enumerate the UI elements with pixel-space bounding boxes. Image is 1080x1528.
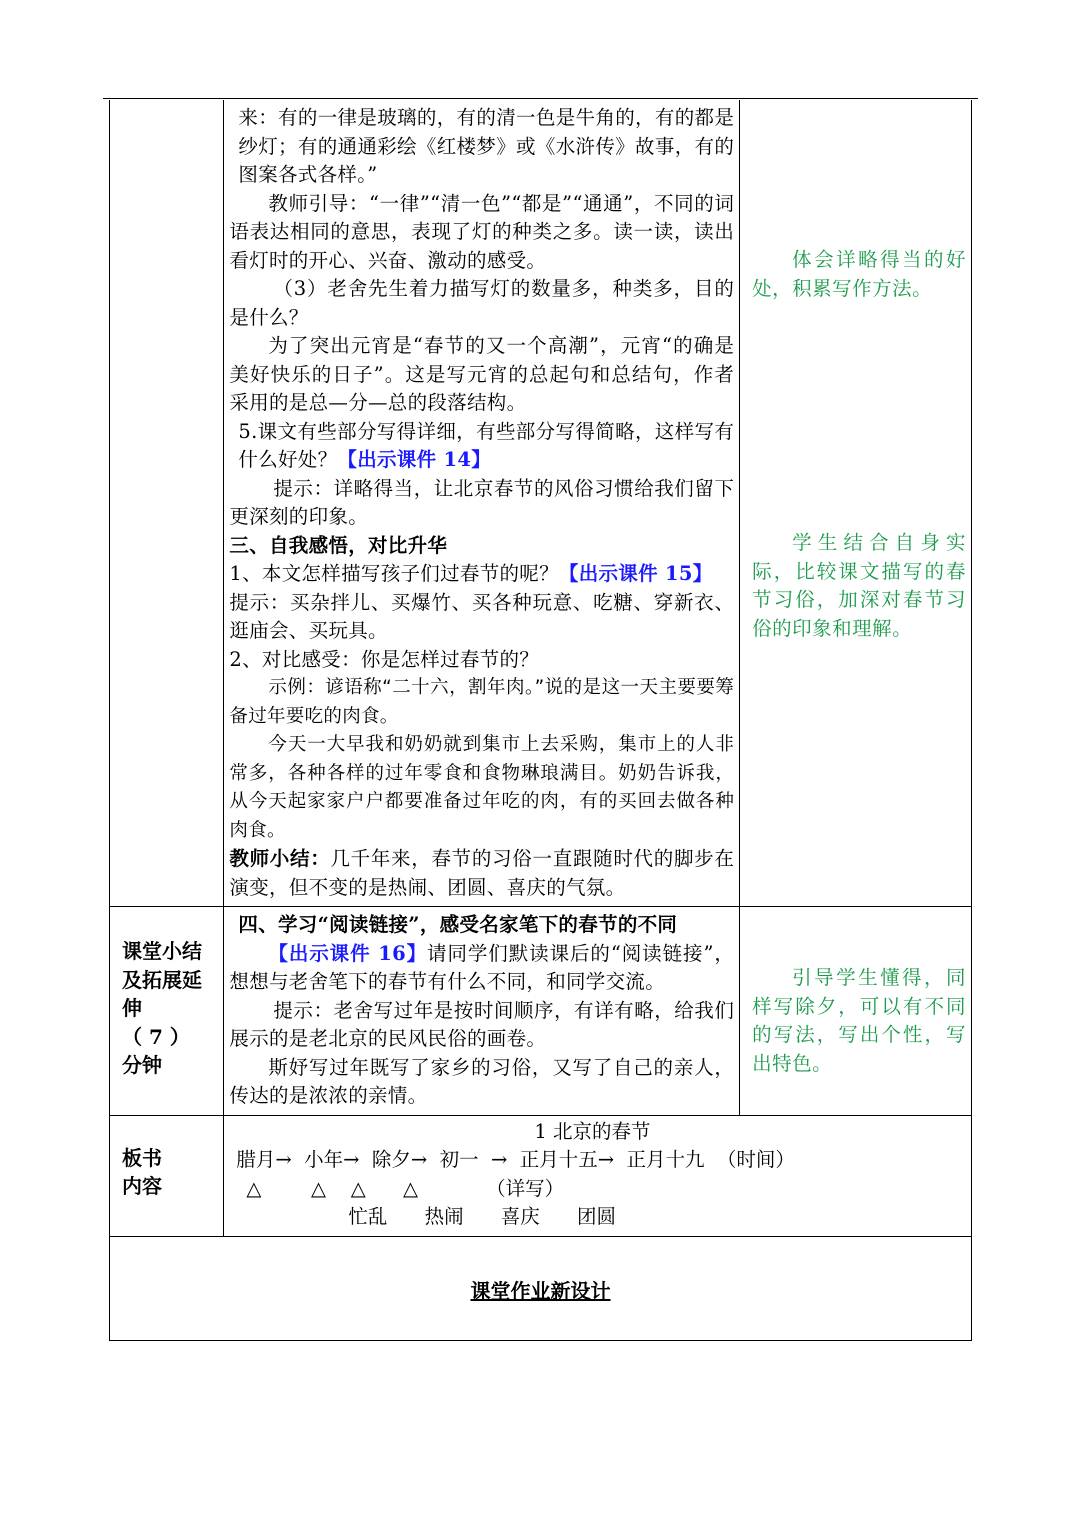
side-label: 板书 [122,1145,162,1170]
courseware-tag: 【出示课件 15】 [558,562,713,585]
hint-5: 提示：详略得当，让北京春节的风俗习惯给我们留下更深刻的印象。 [229,476,735,528]
hint-1: 提示：买杂拌儿、买爆竹、买各种玩意、吃糖、穿新衣、逛庙会、买玩具。 [229,590,735,642]
side-cell [110,907,224,1116]
paragraph: 教师引导：“一律”“清一色”“都是”“通通”，不同的词语表达相同的意思，表现了灯的种类之多。读一读，读出看灯时的开心、兴奋、激动的感受。 [229,191,735,272]
homework-title: 课堂作业新设计 [470,1278,611,1303]
hint: 提示：老舍写过年是按时间顺序，有详有略，给我们展示的是老北京的民风民俗的画卷。 [229,998,735,1050]
courseware-tag: 【出示课件 16】 [268,941,428,965]
top-rule [103,98,978,99]
side-label: 分钟 [122,1053,162,1077]
side-label: 及拓展延 [122,967,202,992]
paragraph: 来：有的一律是玻璃的，有的清一色是牛角的，有的都是纱灯；有的通通彩绘《红楼梦》或《水浒传》故事，有的图案各式各样。” [238,106,735,186]
design-note: 学生结合自身实际，比较课文描写的春节习俗，加深对春节习俗的印象和理解。 [752,531,966,640]
content-cell [224,100,740,907]
side-cell-empty [110,100,224,907]
question-1: 1、本文怎样描写孩子们过春节的呢？【出示课件 15】 [229,562,713,585]
teacher-summary: 教师小结：几千年来，春节的习俗一直跟随时代的脚步在演变，但不变的是热闹、团圆、喜庆的气氛。 [229,847,735,899]
side-cell [110,1115,224,1236]
question-5: 5.课文有些部分写得详细，有些部分写得简略，这样写有什么好处？【出示课件 14】 [238,419,735,471]
row-homework [110,1236,972,1340]
side-label: 内容 [122,1174,162,1198]
lesson-plan-table [109,100,972,1341]
design-note: 引导学生懂得，同样写除夕，可以有不同的写法，写出个性，写出特色。 [752,966,966,1075]
row-summary-extension [110,907,972,1116]
closing: 斯妤写过年既写了家乡的习俗，又写了自己的亲人，传达的是浓浓的亲情。 [229,1055,735,1107]
design-note: 体会详略得当的好处，积累写作方法。 [752,248,966,300]
blackboard-timeline: 腊月→ 小年→ 除夕→ 初一 → 正月十五→ 正月十九 （时间） [236,1148,795,1171]
section-4-title: 四、学习“阅读链接”，感受名家笔下的春节的不同 [238,913,678,936]
example-text: 今天一大早我和奶奶就到集市上去采购，集市上的人非常多，各种各样的过年零食和食物琳琅满目。奶奶告诉我，从今天起家家户户都要准备过年吃的肉，有的买回去做各种肉食。 [229,734,735,841]
side-label: 伸 [122,996,142,1020]
paragraph: （3）老舍先生着力描写灯的数量多，种类多，目的是什么？ [229,277,735,329]
blackboard-title: 1 北京的春节 [534,1119,651,1143]
side-label: （ 7 ） [122,1024,190,1049]
example-text: 示例：谚语称“二十六，割年肉。”说的是这一天主要要筹备过年要吃的肉食。 [229,677,735,727]
question-2: 2、对比感受：你是怎样过春节的？ [229,647,540,671]
row-teaching-process [110,100,972,907]
paragraph: 为了突出元宵是“春节的又一个高潮”，元宵“的确是美好快乐的日子”。这是写元宵的总起句和总结句，作者采用的是总—分—总的段落结构。 [229,334,735,414]
blackboard-cell [224,1115,972,1236]
section-3-title: 三、自我感悟，对比升华 [229,533,448,557]
reading-link-intro: 【出示课件 16】请同学们默读课后的“阅读链接”，想想与老舍笔下的春节有什么不同，和同学交流。 [229,941,735,993]
blackboard-feelings: 忙乱 热闹 喜庆 团圆 [348,1205,616,1228]
courseware-tag: 【出示课件 14】 [337,448,492,471]
row-blackboard [110,1115,972,1236]
design-note-cell [740,100,972,907]
side-label: 课堂小结 [122,939,202,963]
homework-cell [110,1236,972,1340]
design-note-cell [740,907,972,1116]
blackboard-marks: △ △ △ △ （详写） [246,1176,565,1200]
content-cell [224,907,740,1116]
